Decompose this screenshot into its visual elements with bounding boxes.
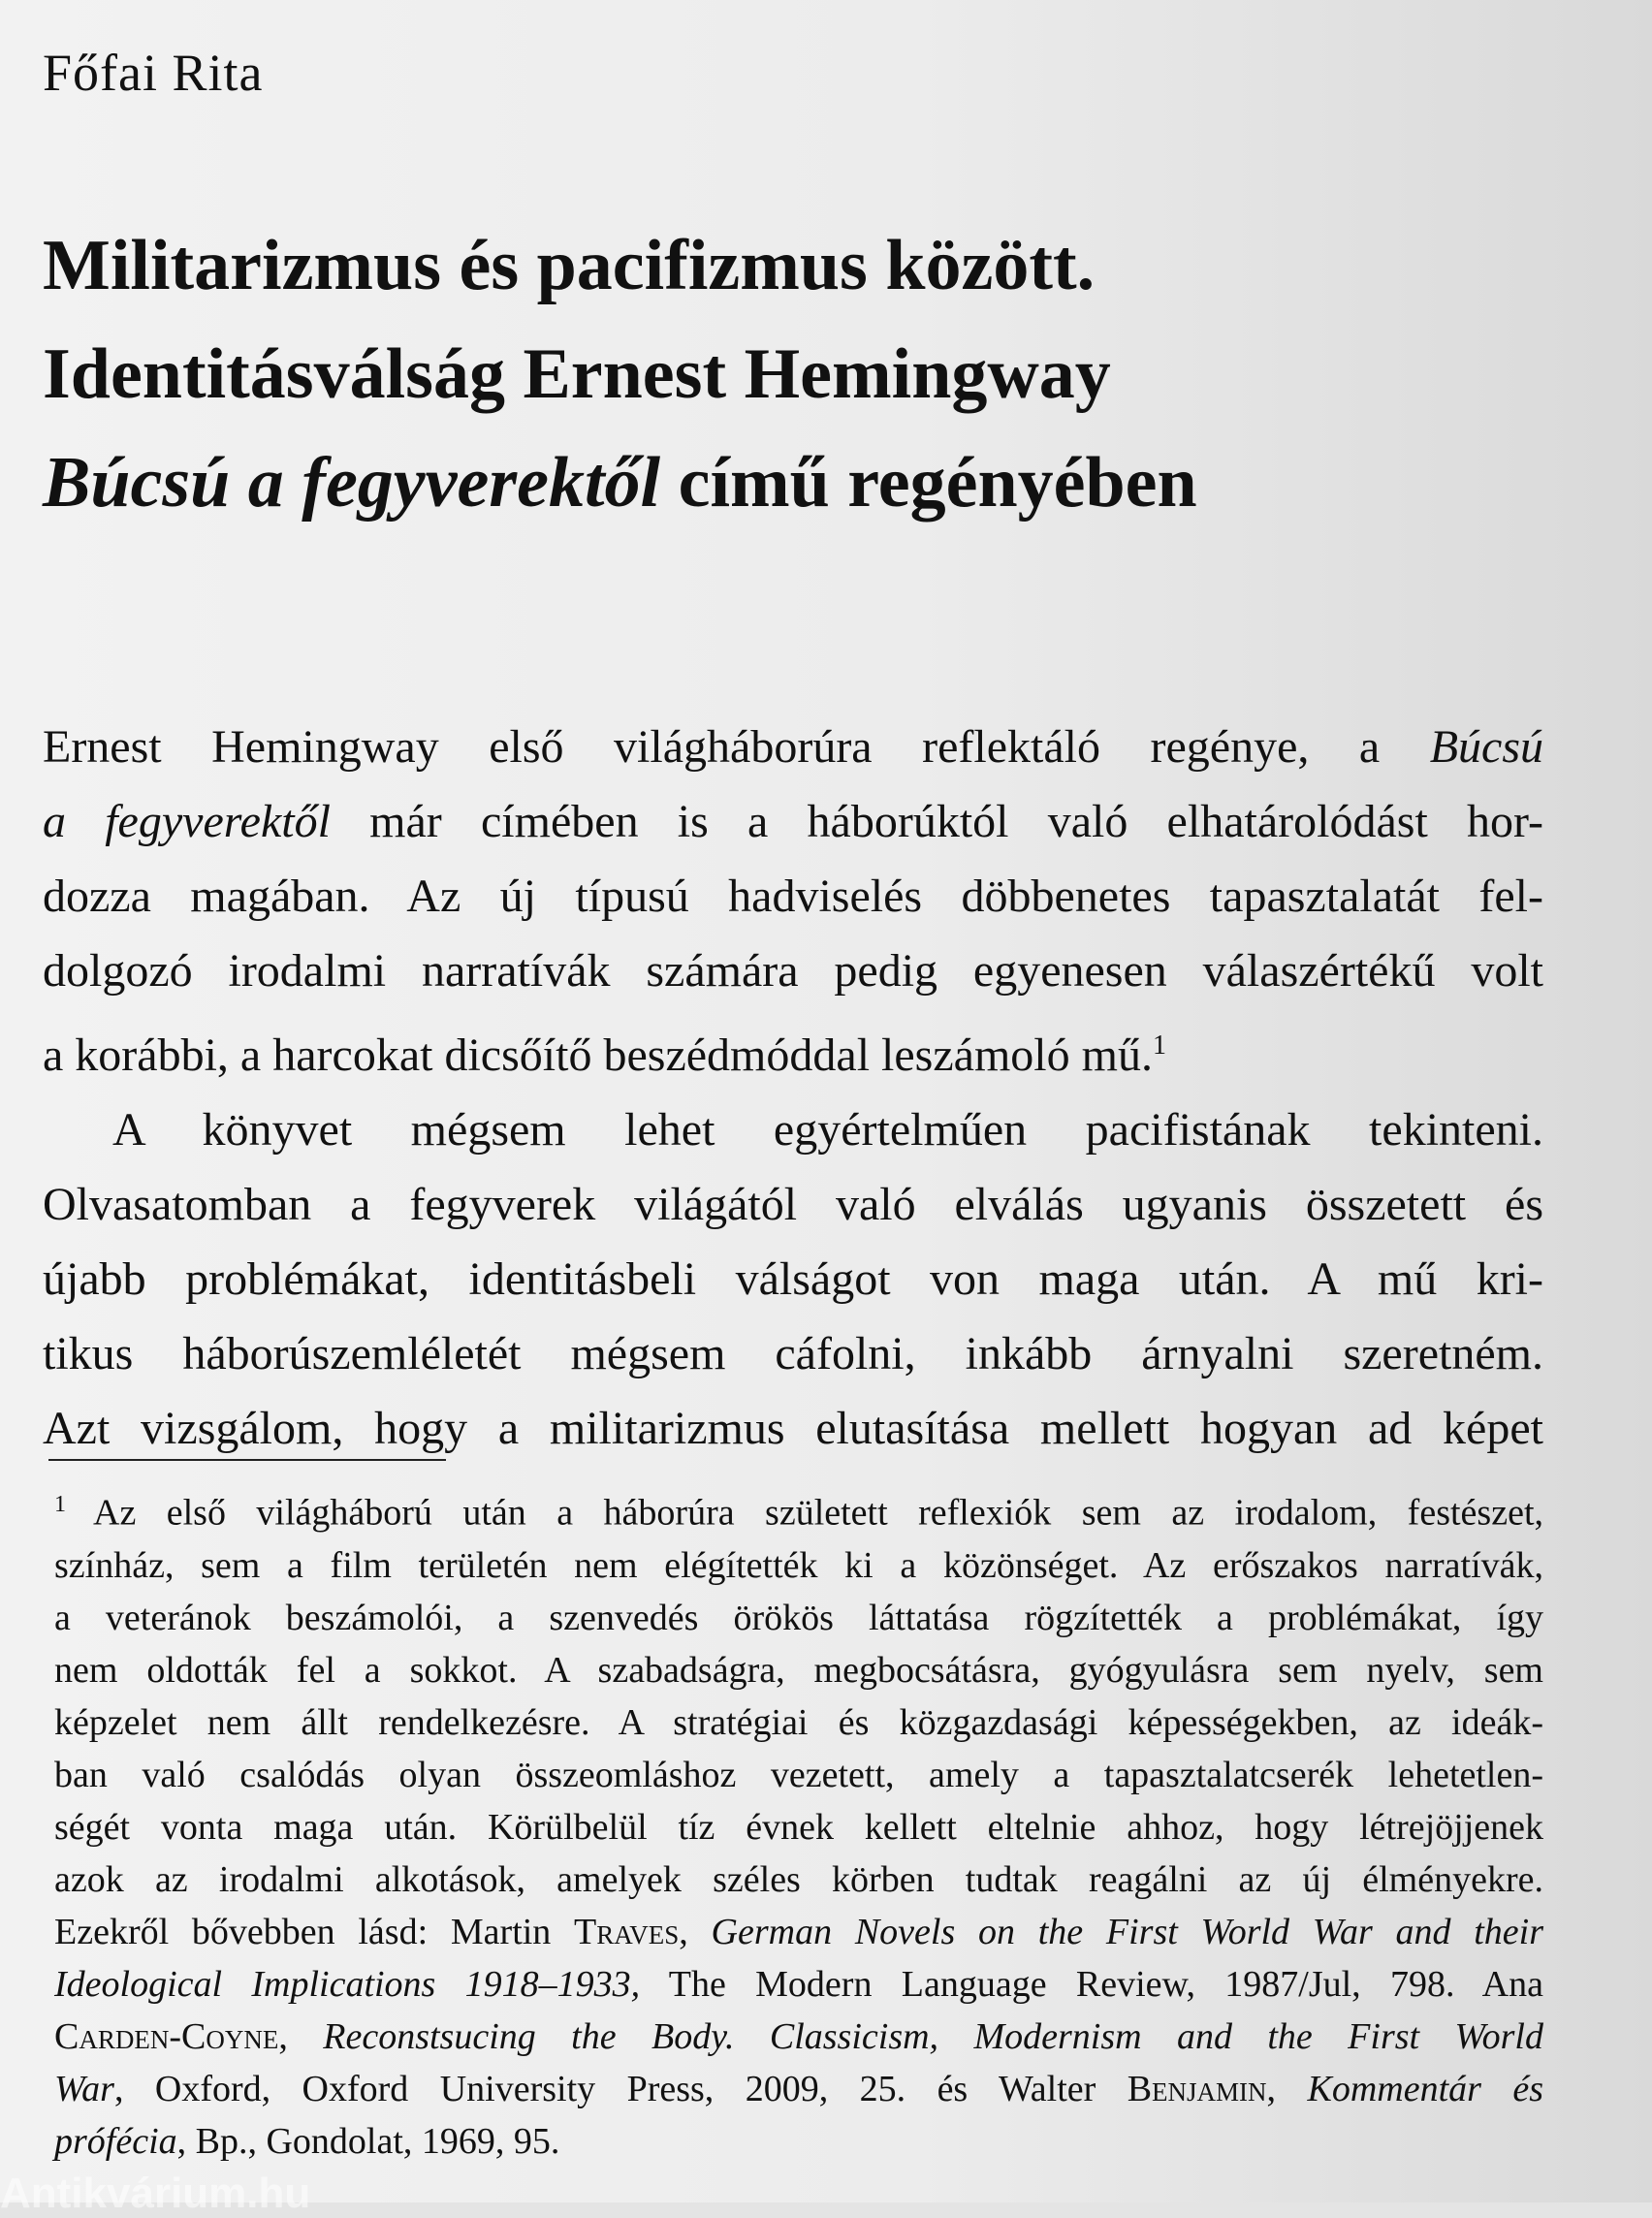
work-title: Kommentár és [1307,2068,1543,2109]
title-line: Identitásválság Ernest Hemingway [43,334,1111,414]
footnote-line: a veteránok beszámolói, a szenvedés örökös láttatása rögzítették a problémákat, így [54,1597,1543,1638]
author-surname: Carden-Coyne [54,2015,279,2057]
body-line [43,710,1543,784]
body-italic-run: Búcsú [1429,721,1543,773]
footnote-line: színház, sem a film területén nem elégítették ki a közönséget. Az erőszakos narratívák, [54,1544,1543,1586]
chapter-title [43,211,1555,537]
work-title: German Novels on the First World War and their [711,1911,1543,1952]
footnote-text-run: , [278,2015,324,2057]
footnote-line: ban való csalódás olyan összeomláshoz vezetett, amely a tapasztalatcserék lehetetlen- [54,1754,1543,1795]
watermark: Antikvárium.hu [0,2170,311,2217]
title-italic-work: Búcsú a fegyverektől [43,443,661,523]
title-line-rest: című regényében [660,443,1197,523]
footnote-text-run: , Oxford, Oxford University Press, 2009, 25. és Walter [113,2068,1128,2109]
body-line [43,784,1543,859]
body-line: A könyvet mégsem lehet egyértelműen pacifistának tekinteni. [112,1104,1543,1156]
body-line: Olvasatomban a fegyverek világától való elválás ugyanis összetett és [43,1179,1543,1230]
body-text-run: Ernest Hemingway első világháborúra reflektáló regénye, a [43,721,1430,773]
footnote-reference[interactable]: 1 [1152,1030,1166,1061]
body-line [43,1008,1543,1093]
work-title: Reconstsucing the Body. Classicism, Modernism and the First World [323,2015,1543,2057]
author-surname: Traves [574,1911,680,1952]
footnote-number: 1 [54,1492,66,1517]
work-title: Ideological Implications 1918–1933, [54,1963,641,2005]
footnote-line [54,1478,1543,1539]
footnote-text-run: , Bp., Gondolat, 1969, 95. [176,2120,560,2162]
footnote-line [54,1958,1543,2011]
footnote-line [54,2011,1543,2063]
body-line: Azt vizsgálom, hogy a militarizmus elutasítása mellett hogyan ad képet [43,1403,1543,1454]
title-line [43,428,1555,537]
footnote-line: képzelet nem állt rendelkezésre. A stratégiai és közgazdasági képességekben, az ideák- [54,1701,1543,1743]
footnote-text-run: Ezekről bővebben lásd: Martin [54,1911,575,1952]
footnote-text-run: The Modern Language Review, 1987/Jul, 798. Ana [640,1963,1543,2005]
author-name: Főfai Rita [43,44,264,102]
footnote-divider [48,1459,446,1461]
footnote-line: azok az irodalmi alkotások, amelyek széles körben tudtak reagálni az új élményekre. [54,1858,1543,1900]
body-line: újabb problémákat, identitásbeli válságot von maga után. A mű kri- [43,1253,1543,1305]
body-italic-run: a fegyverektől [43,796,331,847]
footnote-line: ségét vonta maga után. Körülbelül tíz évnek kellett eltelnie ahhoz, hogy létrejöjjenek [54,1806,1543,1848]
body-line: tikus háborúszemléletét mégsem cáfolni, inkább árnyalni szeretném. [43,1328,1543,1379]
body-text [43,710,1543,1466]
work-title: prófécia [54,2120,177,2162]
footnote [54,1478,1543,2168]
footnote-line [54,1906,1543,1958]
footnote-text-run: , [679,1911,712,1952]
footnote-text-run: Az első világháború után a háborúra született reflexiók sem az irodalom, festészet, [93,1492,1543,1534]
footnote-text-run: , [1266,2068,1308,2109]
body-text-run: már címében is a háborúktól való elhatárolódást hor- [330,796,1544,847]
body-line: dozza magában. Az új típusú hadviselés döbbenetes tapasztalatát fel- [43,871,1543,922]
title-line: Militarizmus és pacifizmus között. [43,226,1096,305]
work-title: War [54,2068,114,2109]
body-text-run: a korábbi, a harcokat dicsőítő beszédmóddal leszámoló mű. [43,1030,1153,1081]
footnote-line [54,2063,1543,2115]
body-line: dolgozó irodalmi narratívák számára pedig egyenesen válaszértékű volt [43,945,1543,997]
footnote-line: nem oldották fel a sokkot. A szabadságra, megbocsátásra, gyógyulásra sem nyelv, sem [54,1649,1543,1691]
author-surname: Benjamin [1127,2068,1267,2109]
footnote-line [54,2115,1543,2168]
